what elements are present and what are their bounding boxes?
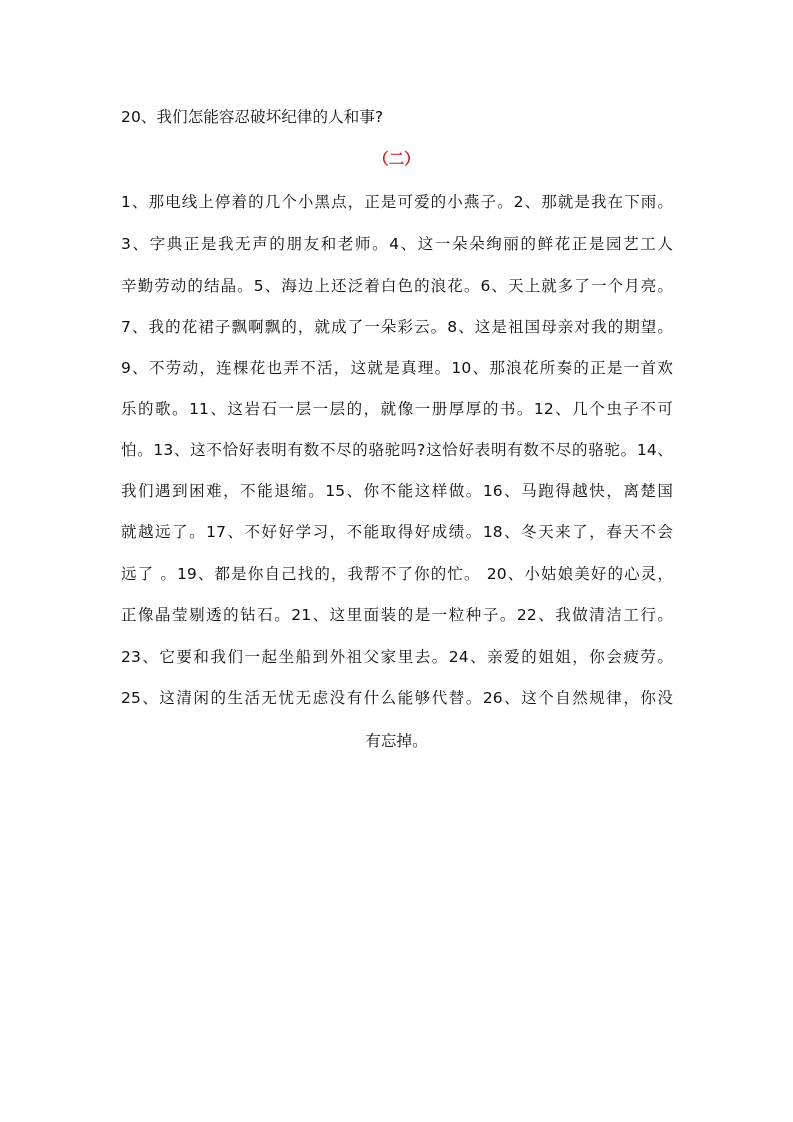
- item-20-question: 20、我们怎能容忍破坏纪律的人和事?: [121, 108, 384, 126]
- answer-line-14: 有忘掉。: [365, 732, 428, 750]
- section-heading: （二）: [373, 150, 420, 168]
- answer-line-12: 23、它要和我们一起坐船到外祖父家里去。24、亲爱的姐姐，你会疲劳。: [121, 648, 673, 666]
- answer-line-4: 7、我的花裙子飘啊飘的，就成了一朵彩云。8、这是祖国母亲对我的期望。: [121, 318, 673, 336]
- answer-line-8: 我们遇到困难，不能退缩。15、你不能这样做。16、马跑得越快，离楚国: [121, 482, 673, 500]
- answer-line-2: 3、字典正是我无声的朋友和老师。4、这一朵朵绚丽的鲜花正是园艺工人: [121, 235, 673, 253]
- answer-line-7: 怕。13、这不恰好表明有数不尽的骆驼吗?这恰好表明有数不尽的骆驼。14、: [121, 441, 673, 459]
- answer-line-6: 乐的歌。11、这岩石一层一层的，就像一册厚厚的书。12、几个虫子不可: [121, 400, 673, 418]
- answer-line-10: 远了 。19、都是你自己找的，我帮不了你的忙。 20、小姑娘美好的心灵，: [121, 565, 673, 583]
- answer-line-3: 辛勤劳动的结晶。5、海边上还泛着白色的浪花。6、天上就多了一个月亮。: [121, 277, 673, 295]
- answer-line-11: 正像晶莹剔透的钻石。21、这里面装的是一粒种子。22、我做清洁工行。: [121, 606, 673, 624]
- answer-line-9: 就越远了。17、不好好学习，不能取得好成绩。18、冬天来了，春天不会: [121, 523, 673, 541]
- answer-line-5: 9、不劳动，连棵花也弄不活，这就是真理。10、那浪花所奏的正是一首欢: [121, 359, 673, 377]
- answer-line-13: 25、这清闲的生活无忧无虑没有什么能够代替。26、这个自然规律，你没: [121, 689, 673, 707]
- answer-line-1: 1、那电线上停着的几个小黑点，正是可爱的小燕子。2、那就是我在下雨。: [121, 193, 673, 211]
